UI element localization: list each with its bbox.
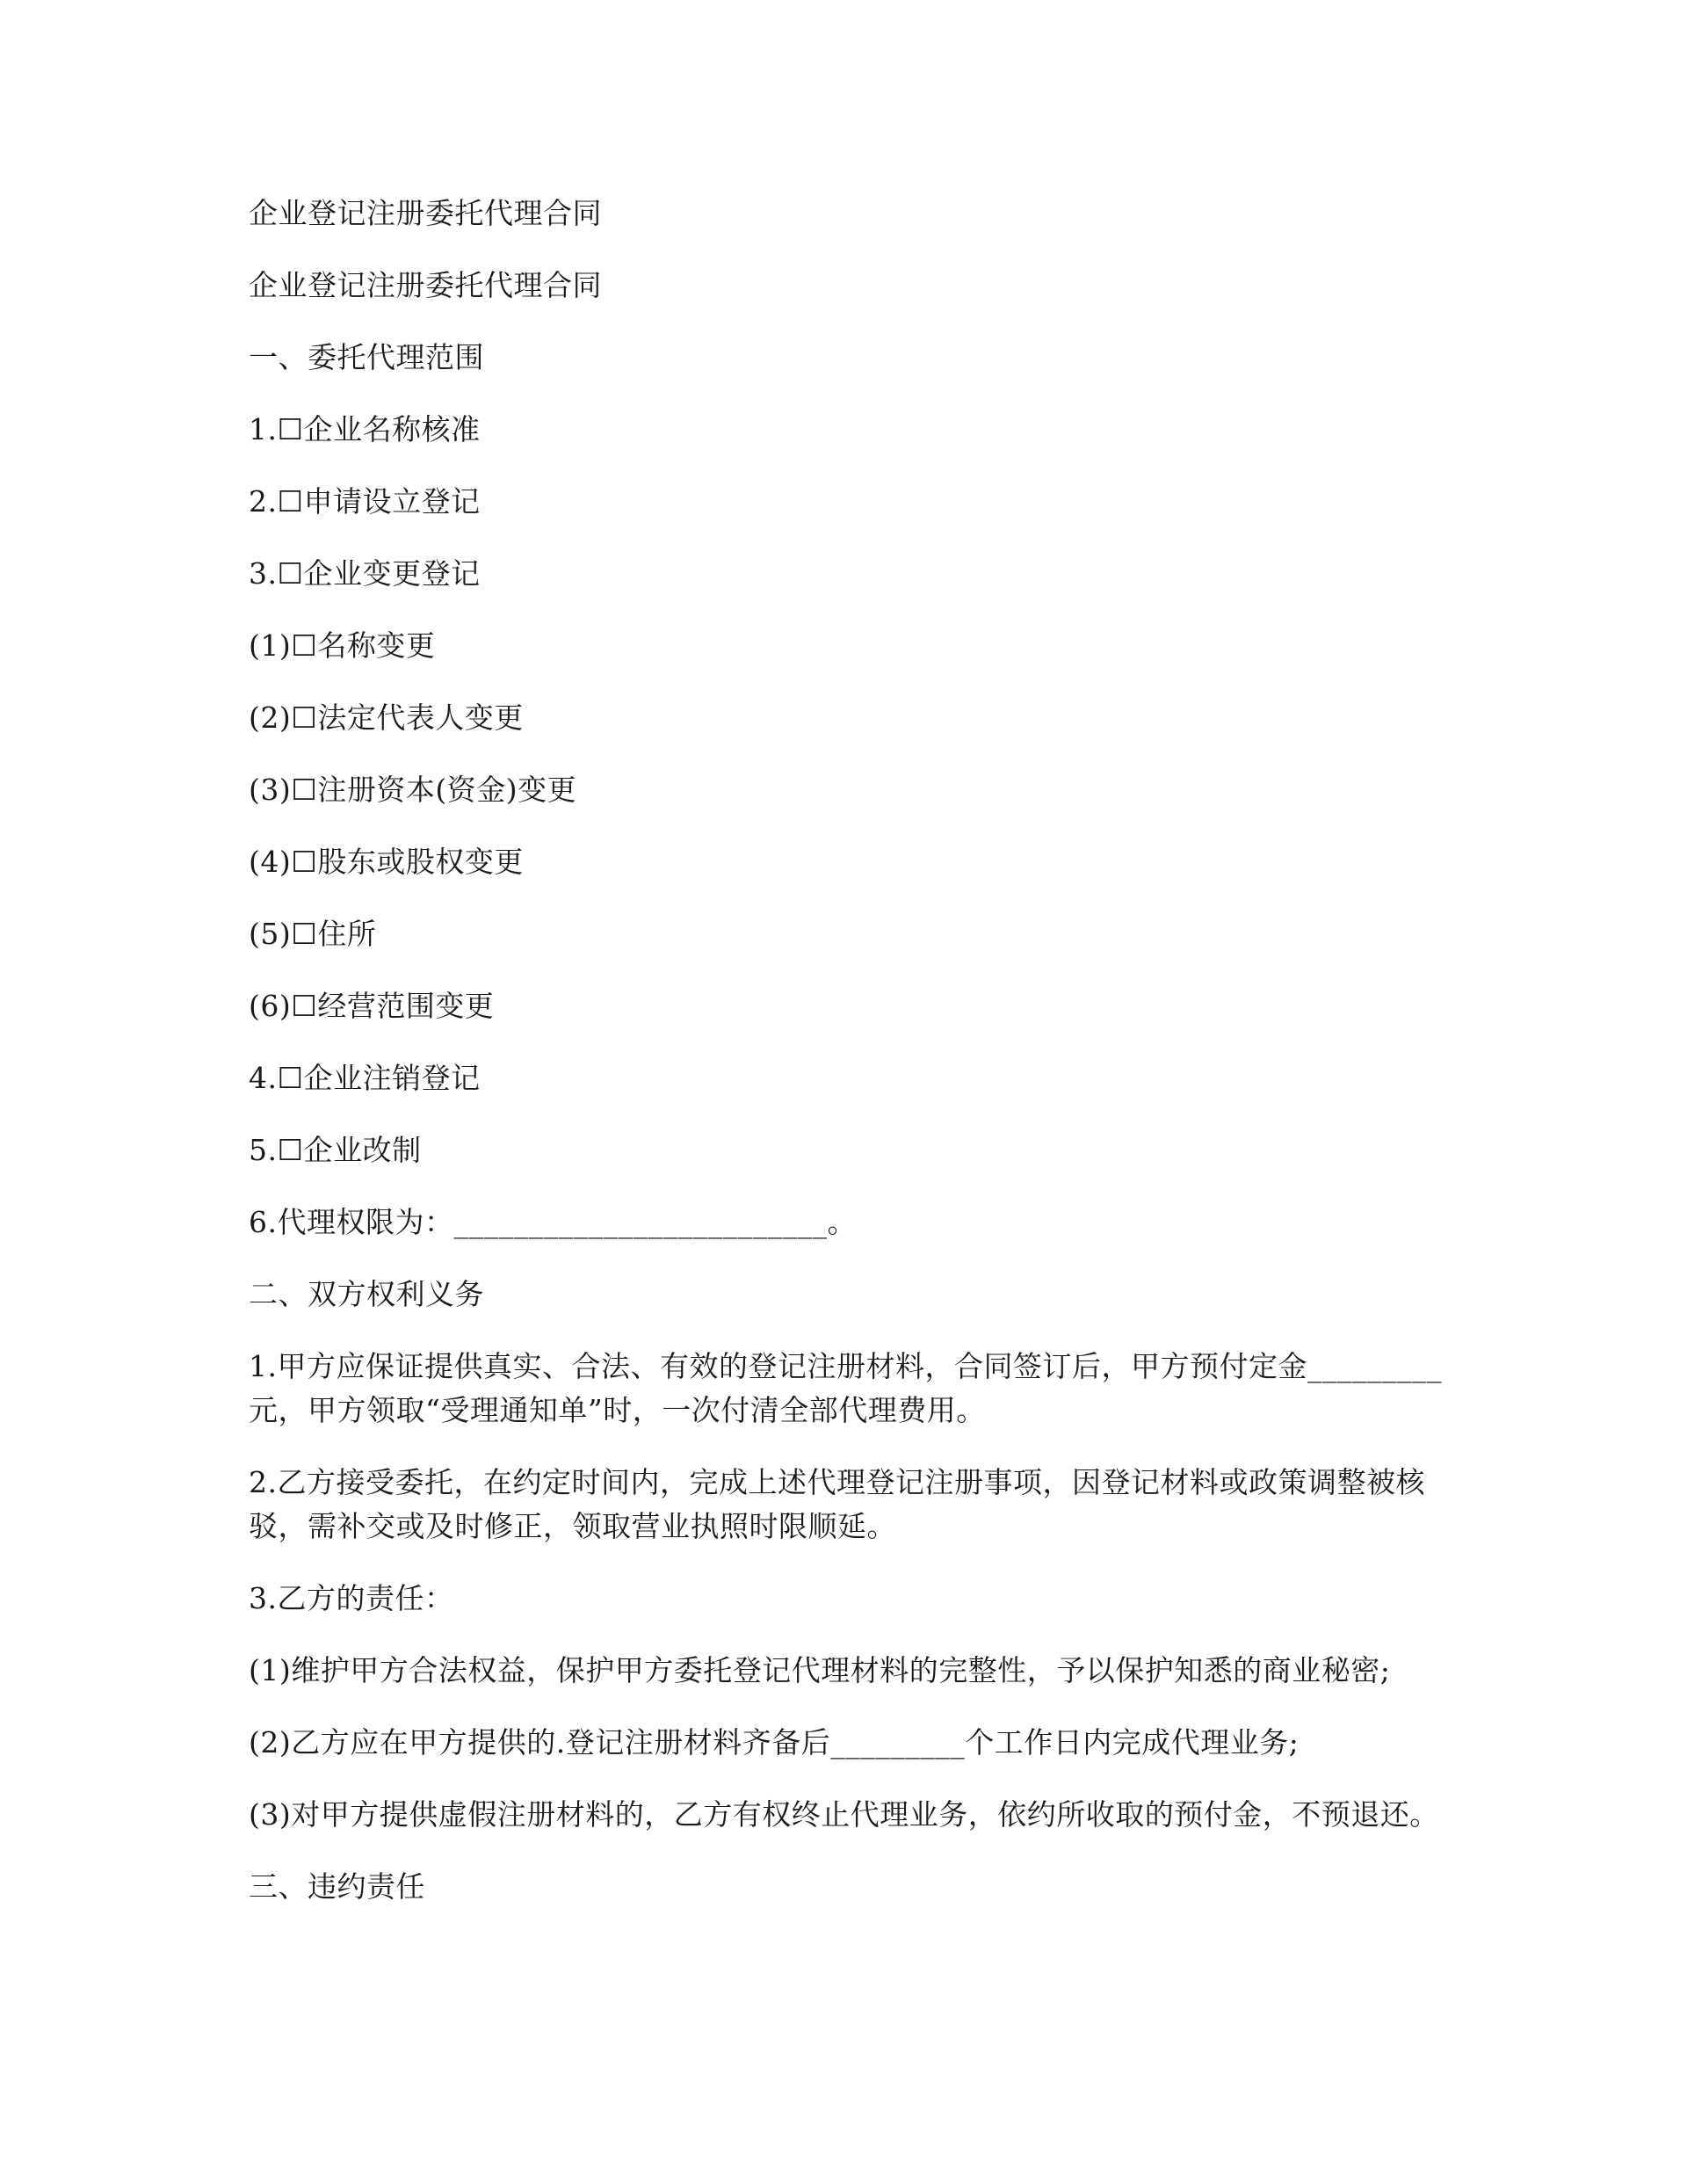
scope-subitem-legal-rep-change: (2)☐法定代表人变更 (249, 700, 524, 735)
section-heading-scope: 一、委托代理范围 (249, 340, 484, 374)
rights-subitem-3: (3)对甲方提供虚假注册材料的，乙方有权终止代理业务，依约所收取的预付金，不预退还。 (249, 1797, 1439, 1832)
scope-subitem-name-change: (1)☐名称变更 (249, 628, 436, 663)
scope-item-change-registration: 3.☐企业变更登记 (249, 556, 481, 591)
scope-item-authority: 6.代理权限为：_________________________。 (249, 1205, 857, 1239)
rights-paragraph-3: 3.乙方的责任： (249, 1581, 454, 1615)
section-heading-liability: 三、违约责任 (249, 1869, 425, 1904)
rights-subitem-2: (2)乙方应在甲方提供的.登记注册材料齐备后_________个工作日内完成代理业务; (249, 1725, 1300, 1760)
scope-item-name-approval: 1.☐企业名称核准 (249, 412, 481, 446)
rights-paragraph-1: 1.甲方应保证提供真实、合法、有效的登记注册材料，合同签订后，甲方预付定金_________元，甲方领取“受理通知单”时，一次付清全部代理费用。 (249, 1349, 1442, 1427)
rights-subitem-1: (1)维护甲方合法权益，保护甲方委托登记代理材料的完整性，予以保护知悉的商业秘密; (249, 1653, 1391, 1687)
section-heading-rights: 二、双方权利义务 (249, 1277, 484, 1311)
document-page (249, 192, 1444, 1937)
scope-subitem-address: (5)☐住所 (249, 917, 377, 951)
scope-subitem-business-scope: (6)☐经营范围变更 (249, 989, 495, 1023)
scope-item-deregistration: 4.☐企业注销登记 (249, 1061, 481, 1095)
rights-paragraph-2: 2.乙方接受委托，在约定时间内，完成上述代理登记注册事项，因登记材料或政策调整被核驳，需补交或及时修正，领取营业执照时限顺延。 (249, 1465, 1425, 1543)
scope-item-establishment: 2.☐申请设立登记 (249, 484, 481, 519)
scope-item-restructuring: 5.☐企业改制 (249, 1133, 422, 1167)
document-subtitle: 企业登记注册委托代理合同 (249, 268, 602, 302)
scope-subitem-capital-change: (3)☐注册资本(资金)变更 (249, 773, 577, 807)
document-title: 企业登记注册委托代理合同 (249, 196, 602, 230)
scope-subitem-shareholder-change: (4)☐股东或股权变更 (249, 845, 524, 879)
